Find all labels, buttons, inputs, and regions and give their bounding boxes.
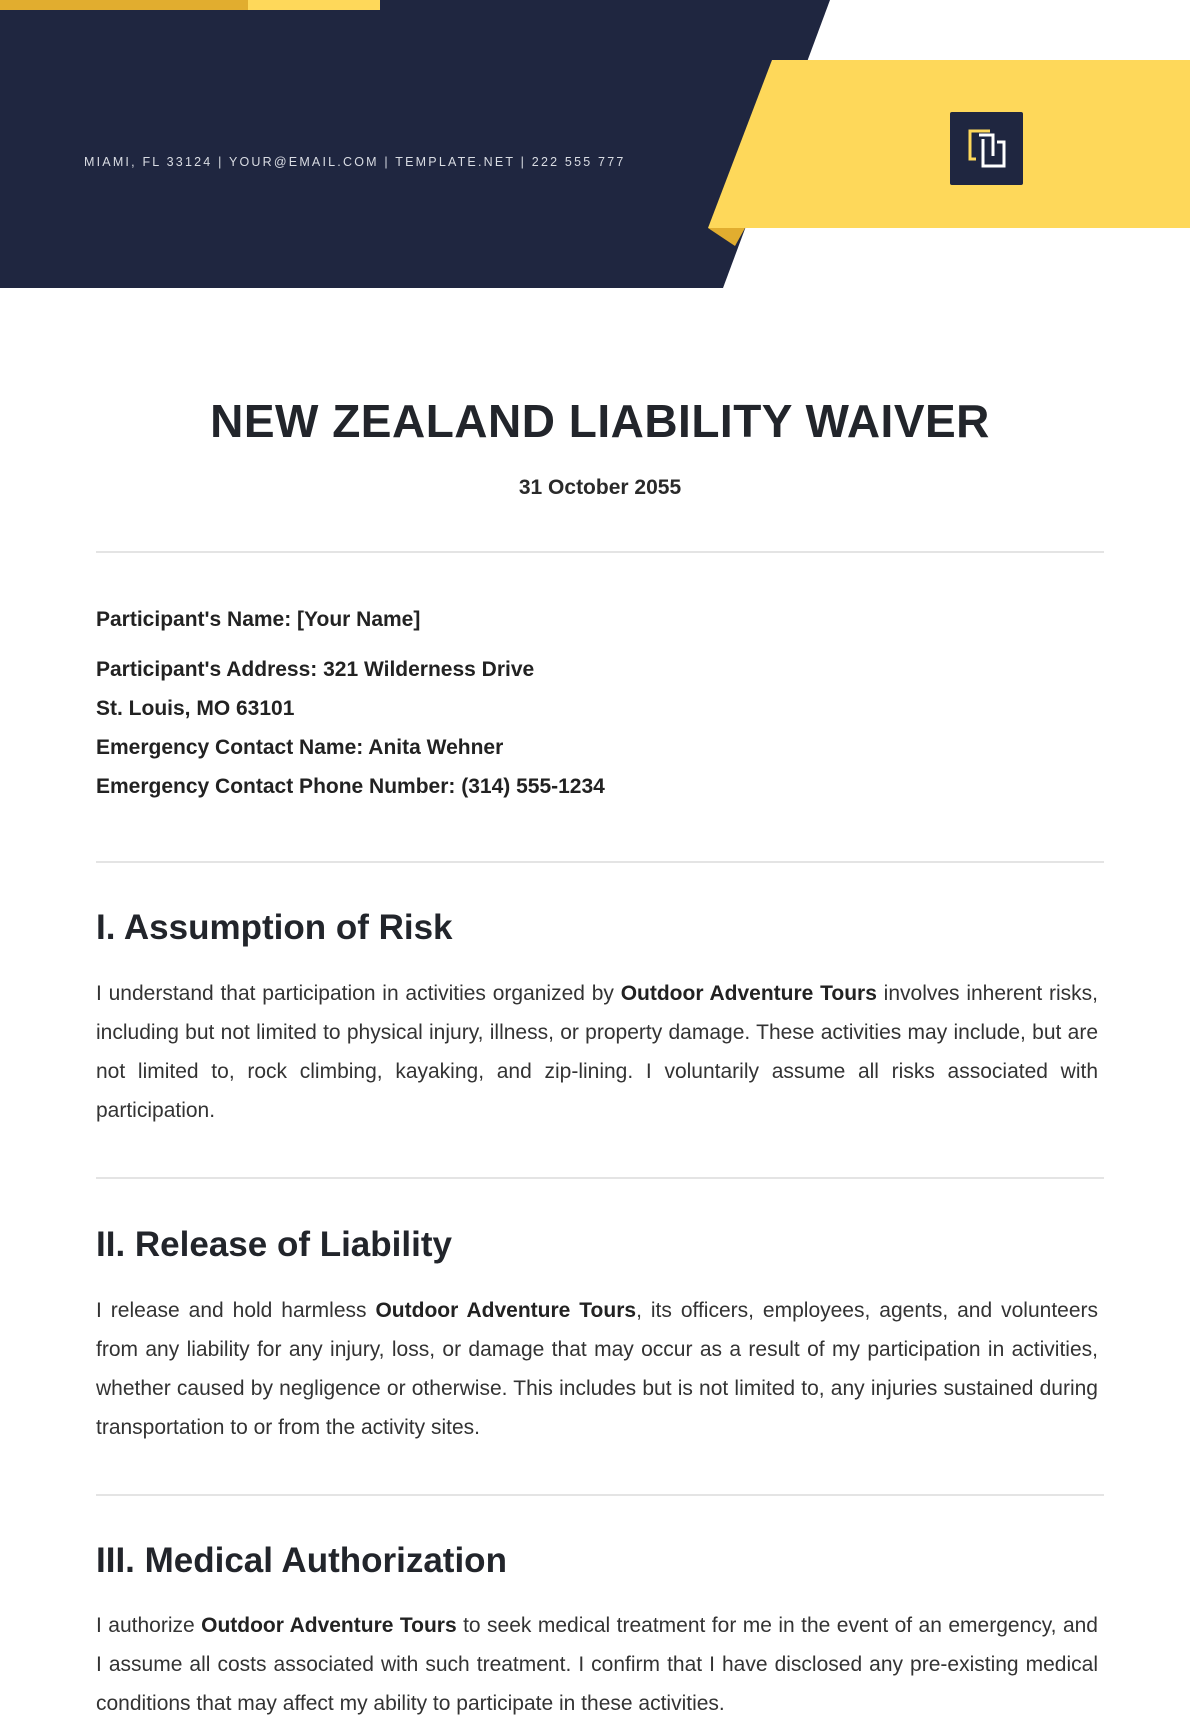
section-heading-release-of-liability: II. Release of Liability — [96, 1225, 452, 1264]
header-navy-panel — [0, 0, 830, 288]
header-contact-line: MIAMI, FL 33124 | YOUR@EMAIL.COM | TEMPLATE.NET | 222 555 777 — [84, 155, 626, 169]
emergency-contact-phone: Emergency Contact Phone Number: (314) 555-1234 — [96, 775, 605, 798]
brand-logo-icon — [950, 112, 1023, 185]
divider — [96, 1494, 1104, 1496]
header-yellow-bar — [248, 0, 380, 10]
brand-logo — [950, 112, 1023, 185]
divider — [96, 1177, 1104, 1179]
participant-address: Participant's Address: 321 Wilderness Drive — [96, 658, 535, 681]
section-heading-medical-authorization: III. Medical Authorization — [96, 1541, 507, 1580]
section-body-release-of-liability: I release and hold harmless Outdoor Adventure Tours, its officers, employees, agents, and volunteers from any liability for any injury, loss, or damage that may occur as a result of my participation in activities, whether caused by negligence or otherwise. This includes but is not limited to, any injuries sustained during transportation to or from the activity sites. — [96, 1299, 1099, 1439]
org-name: Outdoor Adventure Tours — [620, 982, 877, 1005]
org-name: Outdoor Adventure Tours — [375, 1299, 637, 1322]
divider — [96, 861, 1104, 863]
divider — [96, 551, 1104, 553]
section-body-assumption-of-risk: I understand that participation in activities organized by Outdoor Adventure Tours involves inherent risks, including but not limited to physical injury, illness, or property damage. These activities may include, but are not limited to, rock climbing, kayaking, and zip-lining. I voluntarily assume all risks associated with participation. — [96, 982, 1098, 1122]
participant-name: Participant's Name: [Your Name] — [96, 608, 421, 631]
document-date: 31 October 2055 — [518, 476, 682, 499]
header-yellow-panel — [708, 60, 1190, 228]
section-body-medical-authorization: I authorize Outdoor Adventure Tours to seek medical treatment for me in the event of an emergency, and I assume all costs associated with such treatment. I confirm that I have disclosed any pre-existing medical conditions that may affect my ability to participate in these activities. — [96, 1614, 1098, 1715]
participant-city: St. Louis, MO 63101 — [96, 697, 295, 720]
header-gold-bar — [0, 0, 248, 10]
org-name: Outdoor Adventure Tours — [201, 1614, 457, 1637]
page-title: NEW ZEALAND LIABILITY WAIVER — [210, 395, 990, 447]
emergency-contact-name: Emergency Contact Name: Anita Wehner — [96, 736, 504, 759]
section-heading-assumption-of-risk: I. Assumption of Risk — [96, 908, 453, 947]
